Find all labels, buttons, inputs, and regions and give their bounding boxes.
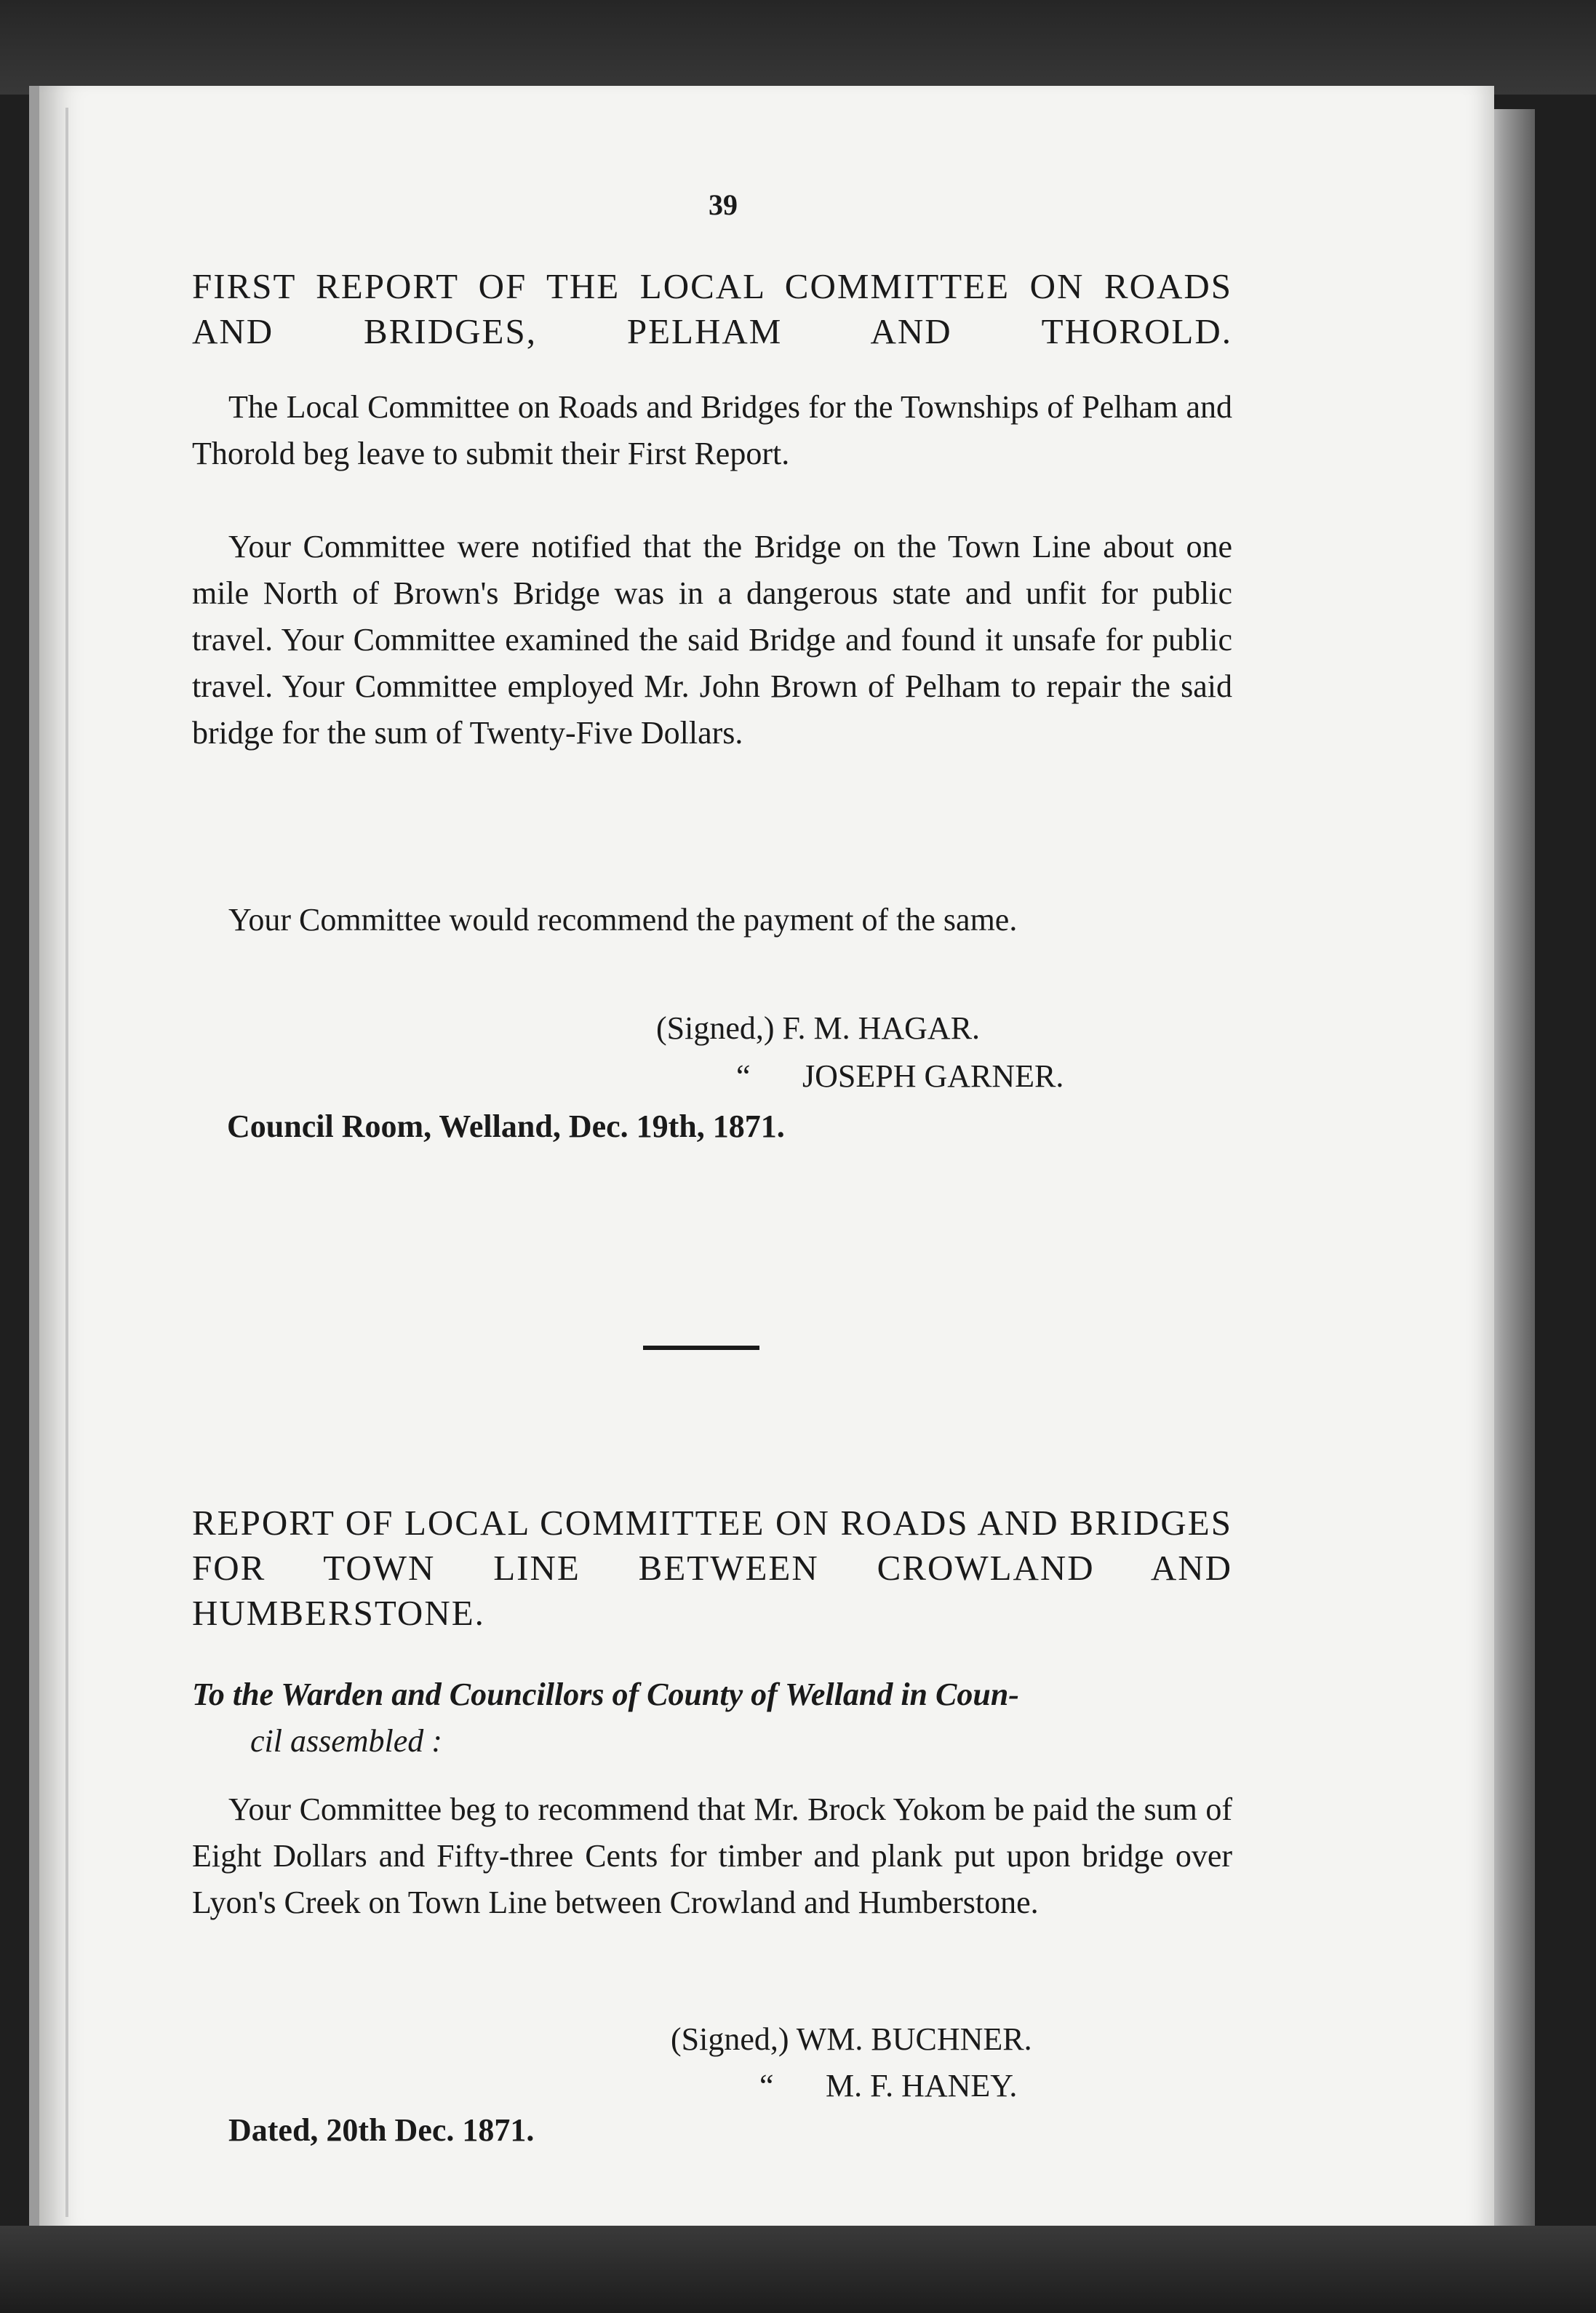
signatory-name: M. F. HANEY. — [826, 2068, 1018, 2104]
report1-paragraph-2: Your Committee were notified that the Bridge on the Town Line about one mile North of Brown's Bridge was in a dangerous state and unfit for public travel. Your Committee examined the said Bridge and found it unsafe for public travel. Your Committee employed Mr. John Brown of Pelham to repair the said bridge for the sum of Twenty-Five Dollars. — [192, 529, 1232, 751]
report1-signature-line-2 — [736, 1058, 1064, 1095]
report2-paragraph: Your Committee beg to recommend that Mr. Brock Yokom be paid the sum of Eight Dollars and Fifty-three Cents for timber and plank put upon bridge over Lyon's Creek on Town Line between Crowland and Humberstone. — [192, 1791, 1232, 1920]
scan-border-top — [0, 0, 1596, 95]
signatory-name: WM. BUCHNER. — [796, 2021, 1032, 2057]
signed-label: (Signed,) — [671, 2021, 789, 2057]
report2-date: Dated, 20th Dec. 1871. — [228, 2112, 535, 2148]
report2-signature-line-2 — [759, 2067, 1017, 2104]
report1-title: FIRST REPORT OF THE LOCAL COMMITTEE ON ROADS AND BRIDGES, PELHAM AND THOROLD. — [192, 266, 1232, 351]
book-page — [29, 86, 1494, 2232]
report1-paragraph-3: Your Committee would recommend the payment of the same. — [228, 902, 1018, 938]
ditto-mark: “ — [736, 1058, 751, 1094]
scan-border-bottom — [0, 2226, 1596, 2313]
ditto-mark: “ — [759, 2068, 774, 2104]
report1-paragraph-1: The Local Committee on Roads and Bridges for the Townships of Pelham and Thorold beg leave to submit their First Report. — [192, 389, 1232, 471]
signatory-name: JOSEPH GARNER. — [802, 1058, 1064, 1094]
address-line-1: To the Warden and Councillors of County of Welland in Coun- — [192, 1677, 1019, 1712]
report1-place-date: Council Room, Welland, Dec. 19th, 1871. — [227, 1108, 785, 1144]
signatory-name: F. M. HAGAR. — [782, 1010, 981, 1046]
address-line-2: cil assembled : — [250, 1723, 442, 1759]
page-number: 39 — [709, 188, 738, 221]
report2-signature-line-1 — [671, 2021, 1032, 2058]
section-divider — [643, 1346, 759, 1350]
report2-title: REPORT OF LOCAL COMMITTEE ON ROADS AND BRIDGES FOR TOWN LINE BETWEEN CROWLAND AND HUMBERSTONE. — [192, 1503, 1232, 1633]
report1-signature-line-1 — [656, 1010, 980, 1047]
gutter-line — [65, 108, 68, 2217]
report2-address — [192, 1671, 1232, 1765]
signed-label: (Signed,) — [656, 1010, 775, 1046]
